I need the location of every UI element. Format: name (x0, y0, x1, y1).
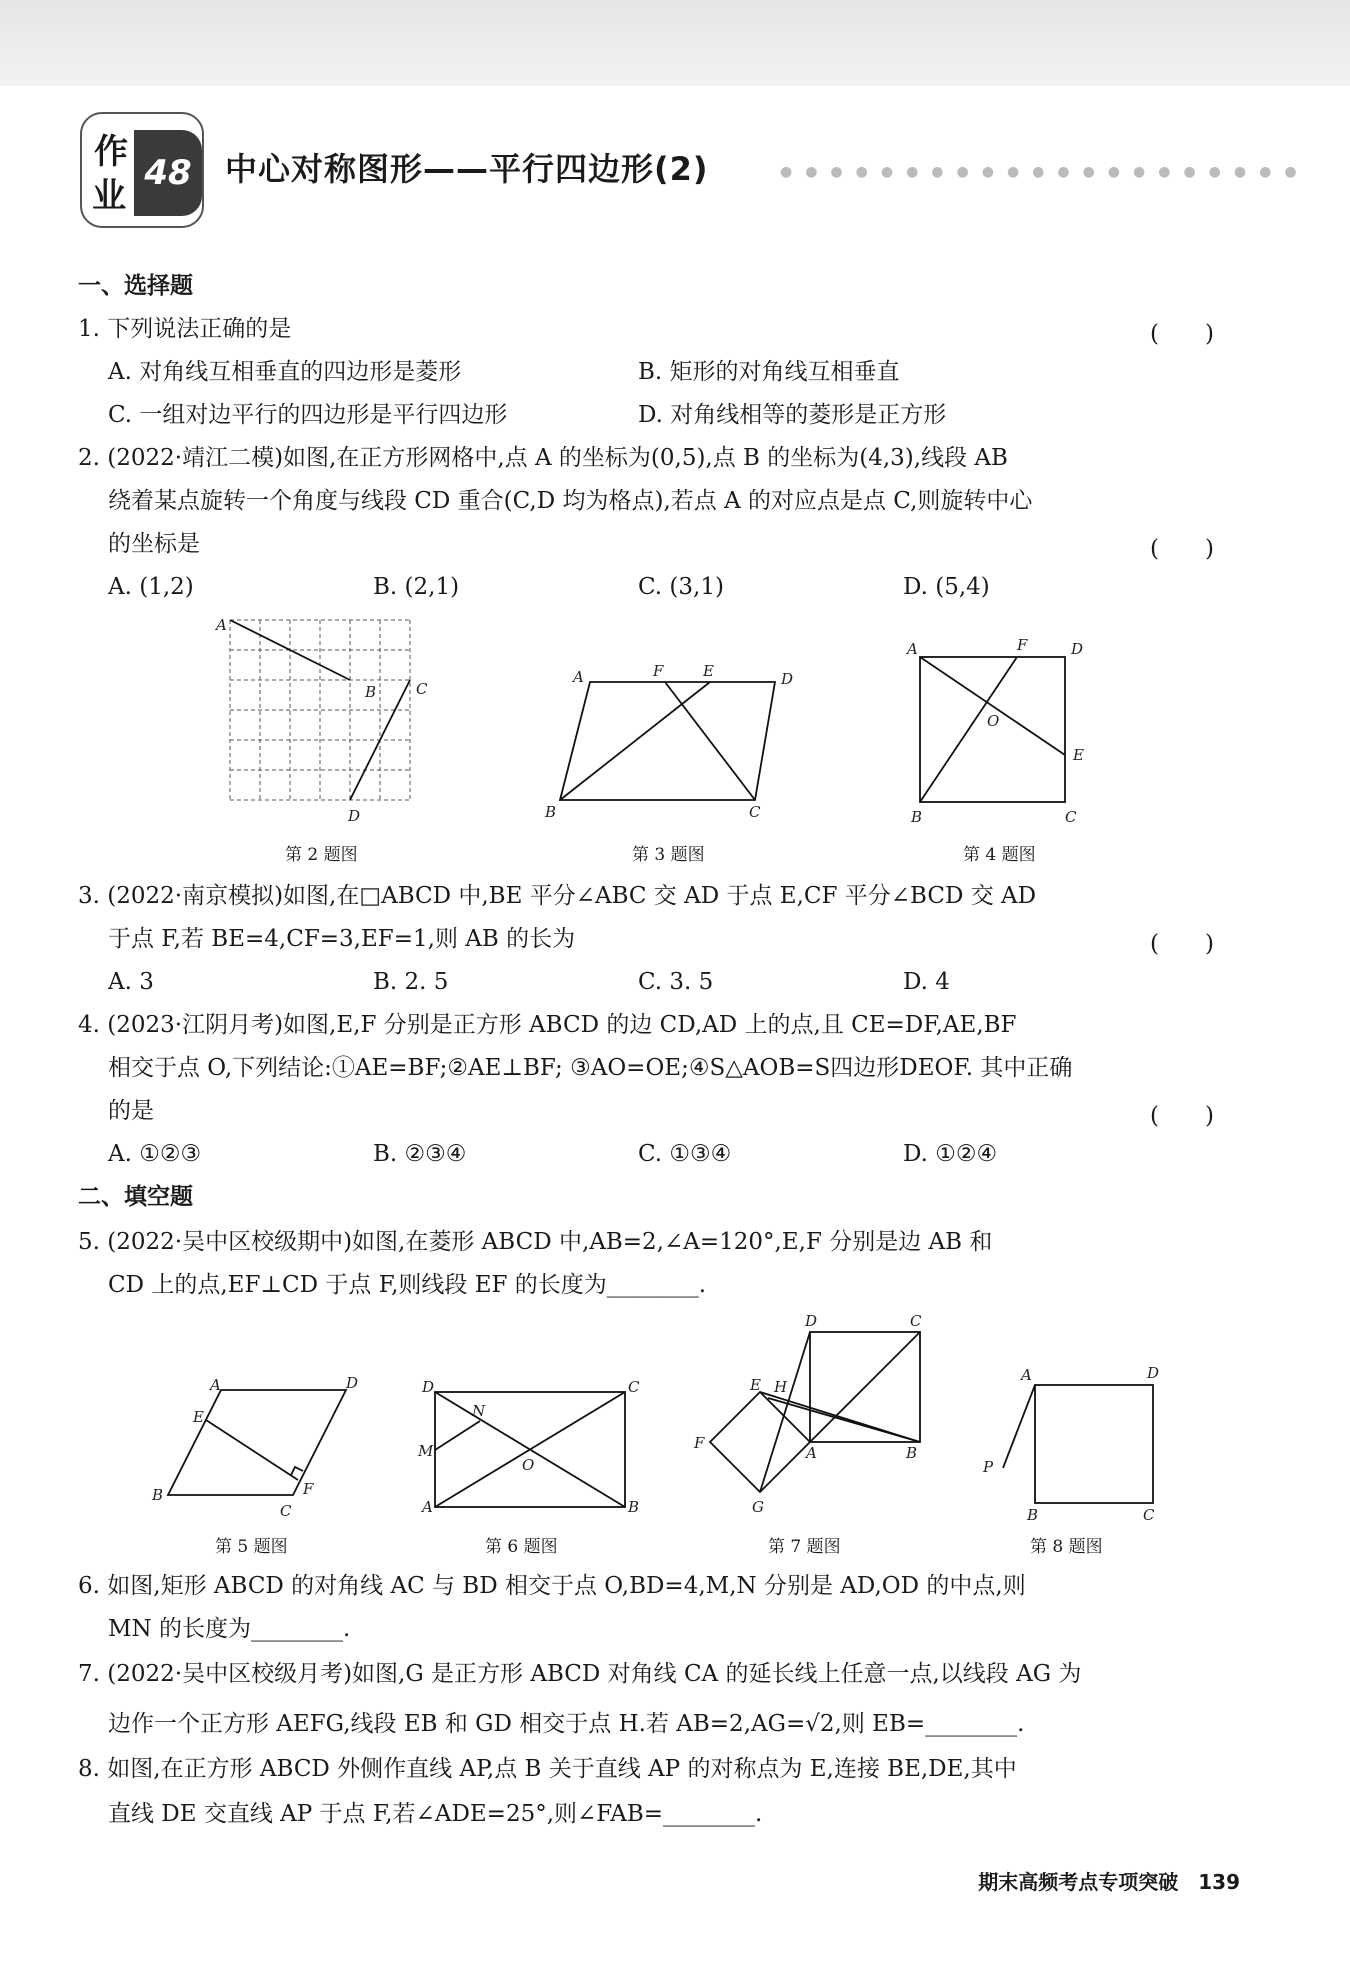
q5-line-1: 5. (2022·吴中区校级期中)如图,在菱形 ABCD 中,AB=2,∠A=120°,E,F 分别是边 AB 和 (78, 1229, 993, 1255)
figure-5-rhombus (148, 1370, 368, 1520)
q4-option-b: B. ②③④ (373, 1141, 467, 1167)
q3-answer-paren: ( ) (1150, 931, 1214, 957)
q1-answer-paren: ( ) (1150, 321, 1214, 347)
svg-text:C: C (280, 1502, 292, 1520)
svg-text:E: E (750, 1376, 761, 1394)
svg-text:B: B (545, 803, 557, 821)
svg-text:B: B (152, 1486, 164, 1504)
top-band (0, 0, 1350, 86)
q1-option-a: A. 对角线互相垂直的四边形是菱形 (108, 359, 462, 385)
caption-fig-7: 第 7 题图 (768, 1537, 841, 1557)
svg-text:D: D (422, 1378, 435, 1396)
svg-text:C: C (1065, 808, 1077, 826)
svg-text:O: O (987, 712, 1000, 730)
svg-text:F: F (653, 662, 664, 680)
svg-text:D: D (781, 670, 794, 688)
q2-line-1: 2. (2022·靖江二模)如图,在正方形网格中,点 A 的坐标为(0,5),点 B 的坐标为(4,3),线段 AB (78, 445, 1008, 471)
svg-text:F: F (303, 1480, 314, 1498)
svg-text:A: A (907, 640, 918, 658)
figure-7-squares (680, 1302, 940, 1522)
q5-line-2: CD 上的点,EF⊥CD 于点 F,则线段 EF 的长度为________. (108, 1272, 707, 1298)
svg-text:A: A (806, 1444, 817, 1462)
svg-text:D: D (348, 807, 361, 825)
svg-text:E: E (703, 662, 714, 680)
svg-text:M: M (418, 1442, 434, 1460)
q2-option-b: B. (2,1) (373, 574, 460, 600)
svg-text:F: F (1017, 636, 1028, 654)
svg-text:A: A (216, 616, 227, 634)
svg-text:E: E (193, 1408, 204, 1426)
svg-text:B: B (628, 1498, 640, 1516)
svg-text:A: A (422, 1498, 433, 1516)
figure-3-parallelogram (535, 660, 815, 830)
q2-option-d: D. (5,4) (903, 574, 990, 600)
figure-4-square (895, 630, 1105, 830)
q2-option-c: C. (3,1) (638, 574, 724, 600)
q8-line-2: 直线 DE 交直线 AP 于点 F,若∠ADE=25°,则∠FAB=________. (108, 1801, 763, 1827)
svg-text:A: A (210, 1376, 221, 1394)
svg-text:B: B (911, 808, 923, 826)
q1-stem: 1. 下列说法正确的是 (78, 316, 292, 342)
svg-text:D: D (1147, 1364, 1160, 1382)
badge-number: 48 (134, 130, 202, 216)
svg-text:C: C (749, 803, 761, 821)
q1-option-c: C. 一组对边平行的四边形是平行四边形 (108, 402, 508, 428)
svg-text:D: D (805, 1312, 818, 1330)
svg-text:G: G (752, 1498, 764, 1516)
badge-char-1: 作 (94, 132, 128, 172)
svg-text:B: B (365, 683, 377, 701)
svg-text:P: P (983, 1458, 994, 1476)
q4-option-a: A. ①②③ (108, 1141, 202, 1167)
q4-option-c: C. ①③④ (638, 1141, 732, 1167)
q3-option-b: B. 2. 5 (373, 969, 449, 995)
lesson-badge (80, 112, 204, 228)
q2-line-2: 绕着某点旋转一个角度与线段 CD 重合(C,D 均为格点),若点 A 的对应点是点 C,则旋转中心 (108, 488, 1033, 514)
svg-text:F: F (694, 1434, 705, 1452)
figure-2-grid (200, 612, 440, 827)
figure-8-square-line (975, 1360, 1175, 1520)
decorative-dots: ●●●●●●●●●●●●●●●●●●●●● (780, 164, 1310, 180)
q3-option-d: D. 4 (903, 969, 950, 995)
svg-text:C: C (628, 1378, 640, 1396)
svg-text:C: C (910, 1312, 922, 1330)
q2-line-3: 的坐标是 (108, 531, 200, 557)
svg-text:C: C (416, 680, 428, 698)
q6-line-2: MN 的长度为________. (108, 1616, 351, 1642)
svg-text:A: A (573, 668, 584, 686)
figure-6-rectangle (410, 1370, 640, 1520)
q3-line-2: 于点 F,若 BE=4,CF=3,EF=1,则 AB 的长为 (108, 926, 576, 952)
svg-text:O: O (522, 1456, 535, 1474)
section-choice-title: 一、选择题 (78, 273, 193, 299)
svg-text:D: D (1071, 640, 1084, 658)
q2-answer-paren: ( ) (1150, 536, 1214, 562)
q3-line-1: 3. (2022·南京模拟)如图,在□ABCD 中,BE 平分∠ABC 交 AD 于点 E,CF 平分∠BCD 交 AD (78, 883, 1037, 909)
q1-option-b: B. 矩形的对角线互相垂直 (638, 359, 900, 385)
q4-line-1: 4. (2023·江阴月考)如图,E,F 分别是正方形 ABCD 的边 CD,AD 上的点,且 CE=DF,AE,BF (78, 1012, 1017, 1038)
caption-fig-4: 第 4 题图 (963, 845, 1036, 865)
svg-text:D: D (346, 1374, 359, 1392)
page-footer: 期末高频考点专项突破 139 (978, 1870, 1240, 1894)
q4-answer-paren: ( ) (1150, 1103, 1214, 1129)
q7-line-1: 7. (2022·吴中区校级月考)如图,G 是正方形 ABCD 对角线 CA 的延长线上任意一点,以线段 AG 为 (78, 1661, 1082, 1687)
svg-text:H: H (774, 1378, 788, 1396)
svg-text:B: B (1027, 1506, 1039, 1520)
caption-fig-6: 第 6 题图 (485, 1537, 558, 1557)
lesson-header (80, 112, 1340, 232)
q3-option-a: A. 3 (108, 969, 154, 995)
q8-line-1: 8. 如图,在正方形 ABCD 外侧作直线 AP,点 B 关于直线 AP 的对称点为 E,连接 BE,DE,其中 (78, 1756, 1017, 1782)
q6-line-1: 6. 如图,矩形 ABCD 的对角线 AC 与 BD 相交于点 O,BD=4,M,N 分别是 AD,OD 的中点,则 (78, 1573, 1026, 1599)
q2-option-a: A. (1,2) (108, 574, 194, 600)
q4-line-3: 的是 (108, 1098, 154, 1124)
caption-fig-5: 第 5 题图 (215, 1537, 288, 1557)
q3-option-c: C. 3. 5 (638, 969, 714, 995)
svg-text:B: B (906, 1444, 918, 1462)
badge-char-2: 业 (92, 176, 126, 216)
svg-text:N: N (472, 1402, 486, 1420)
svg-text:E: E (1073, 746, 1084, 764)
q4-option-d: D. ①②④ (903, 1141, 998, 1167)
lesson-title: 中心对称图形——平行四边形(2) (225, 150, 709, 188)
svg-text:C: C (1143, 1506, 1155, 1520)
svg-text:A: A (1021, 1366, 1032, 1384)
q4-line-2: 相交于点 O,下列结论:①AE=BF;②AE⊥BF; ③AO=OE;④S△AOB=S四边形DEOF. 其中正确 (108, 1055, 1073, 1081)
caption-fig-8: 第 8 题图 (1030, 1537, 1103, 1557)
q1-option-d: D. 对角线相等的菱形是正方形 (638, 402, 947, 428)
section-fill-title: 二、填空题 (78, 1184, 193, 1210)
caption-fig-3: 第 3 题图 (632, 845, 705, 865)
caption-fig-2: 第 2 题图 (285, 845, 358, 865)
q7-line-2: 边作一个正方形 AEFG,线段 EB 和 GD 相交于点 H.若 AB=2,AG=√2,则 EB=________. (108, 1711, 1025, 1737)
